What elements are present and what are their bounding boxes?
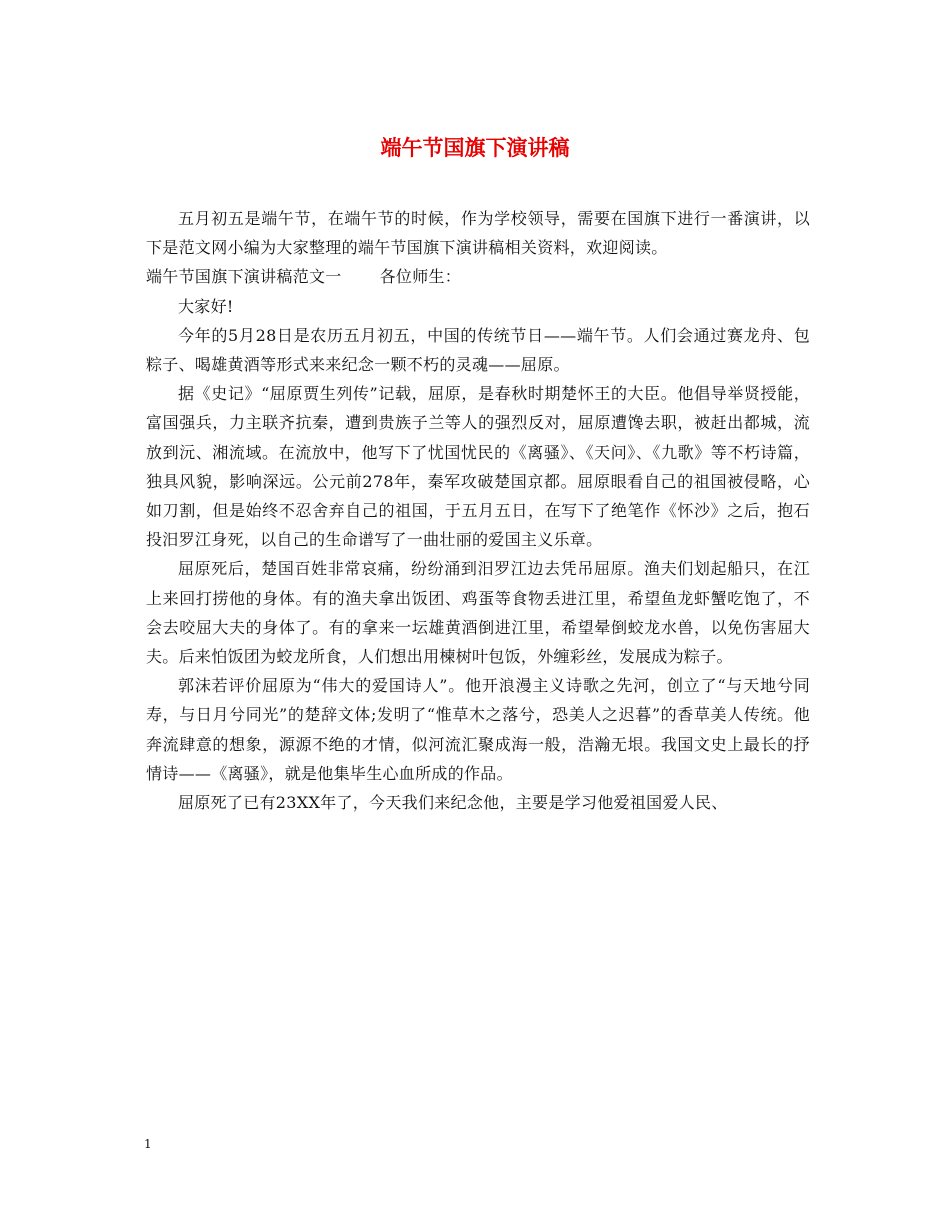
intro-paragraph: 五月初五是端午节，在端午节的时候，作为学校领导，需要在国旗下进行一番演讲，以下是范文网小编为大家整理的端午节国旗下演讲稿相关资料，欢迎阅读。 — [146, 209, 810, 258]
body-paragraph: 郭沫若评价屈原为“伟大的爱国诗人”。他开浪漫主义诗歌之先河，创立了“与天地兮同寿，与日月兮同光”的楚辞文体;发明了“惟草木之落兮，恐美人之迟暮”的香草美人传统。他奔流肆意的想象，源源不绝的才情，似河流汇聚成海一般，浩瀚无垠。我国文史上最长的抒情诗——《离骚》，就是他集毕生心血所成的作品。 — [146, 676, 810, 783]
body-paragraph: 据《史记》“屈原贾生列传”记载，屈原，是春秋时期楚怀王的大臣。他倡导举贤授能，富国强兵，力主联齐抗秦，遭到贵族子兰等人的强烈反对，屈原遭馋去职，被赶出都城，流放到沅、湘流域。在流放中，他写下了忧国忧民的《离骚》、《天问》、《九歌》等不朽诗篇，独具风貌，影响深远。公元前278年，秦军攻破楚国京都。屈原眼看自己的祖国被侵略，心如刀割，但是始终不忍舍弃自己的祖国，于五月五日，在写下了绝笔作《怀沙》之后，抱石投汨罗江身死，以自己的生命谱写了一曲壮丽的爱国主义乐章。 — [146, 384, 810, 550]
salutation: 各位师生： — [379, 267, 462, 287]
body-paragraph: 屈原死后，楚国百姓非常哀痛，纷纷涌到汨罗江边去凭吊屈原。渔夫们划起船只，在江上来回打捞他的身体。有的渔夫拿出饭团、鸡蛋等食物丢进江里，希望鱼龙虾蟹吃饱了，不会去咬屈大夫的身体了。有的拿来一坛雄黄酒倒进江里，希望晕倒蛟龙水兽，以免伤害屈大夫。后来怕饭团为蛟龙所食，人们想出用楝树叶包饭，外缠彩丝，发展成为粽子。 — [146, 559, 810, 667]
section-heading-line — [146, 262, 810, 291]
document-body — [146, 204, 810, 817]
section-heading: 端午节国旗下演讲稿范文一 — [146, 267, 342, 287]
body-paragraph: 今年的5月28日是农历五月初五，中国的传统节日——端午节。人们会通过赛龙舟、包粽子、喝雄黄酒等形式来来纪念一颗不朽的灵魂——屈原。 — [146, 325, 810, 375]
page-number: 1 — [144, 1137, 152, 1151]
greeting-paragraph: 大家好! — [178, 296, 234, 316]
document-title: 端午节国旗下演讲稿 — [380, 135, 570, 160]
body-paragraph: 屈原死了已有23XX年了，今天我们来纪念他，主要是学习他爱祖国爱人民、 — [178, 793, 728, 813]
